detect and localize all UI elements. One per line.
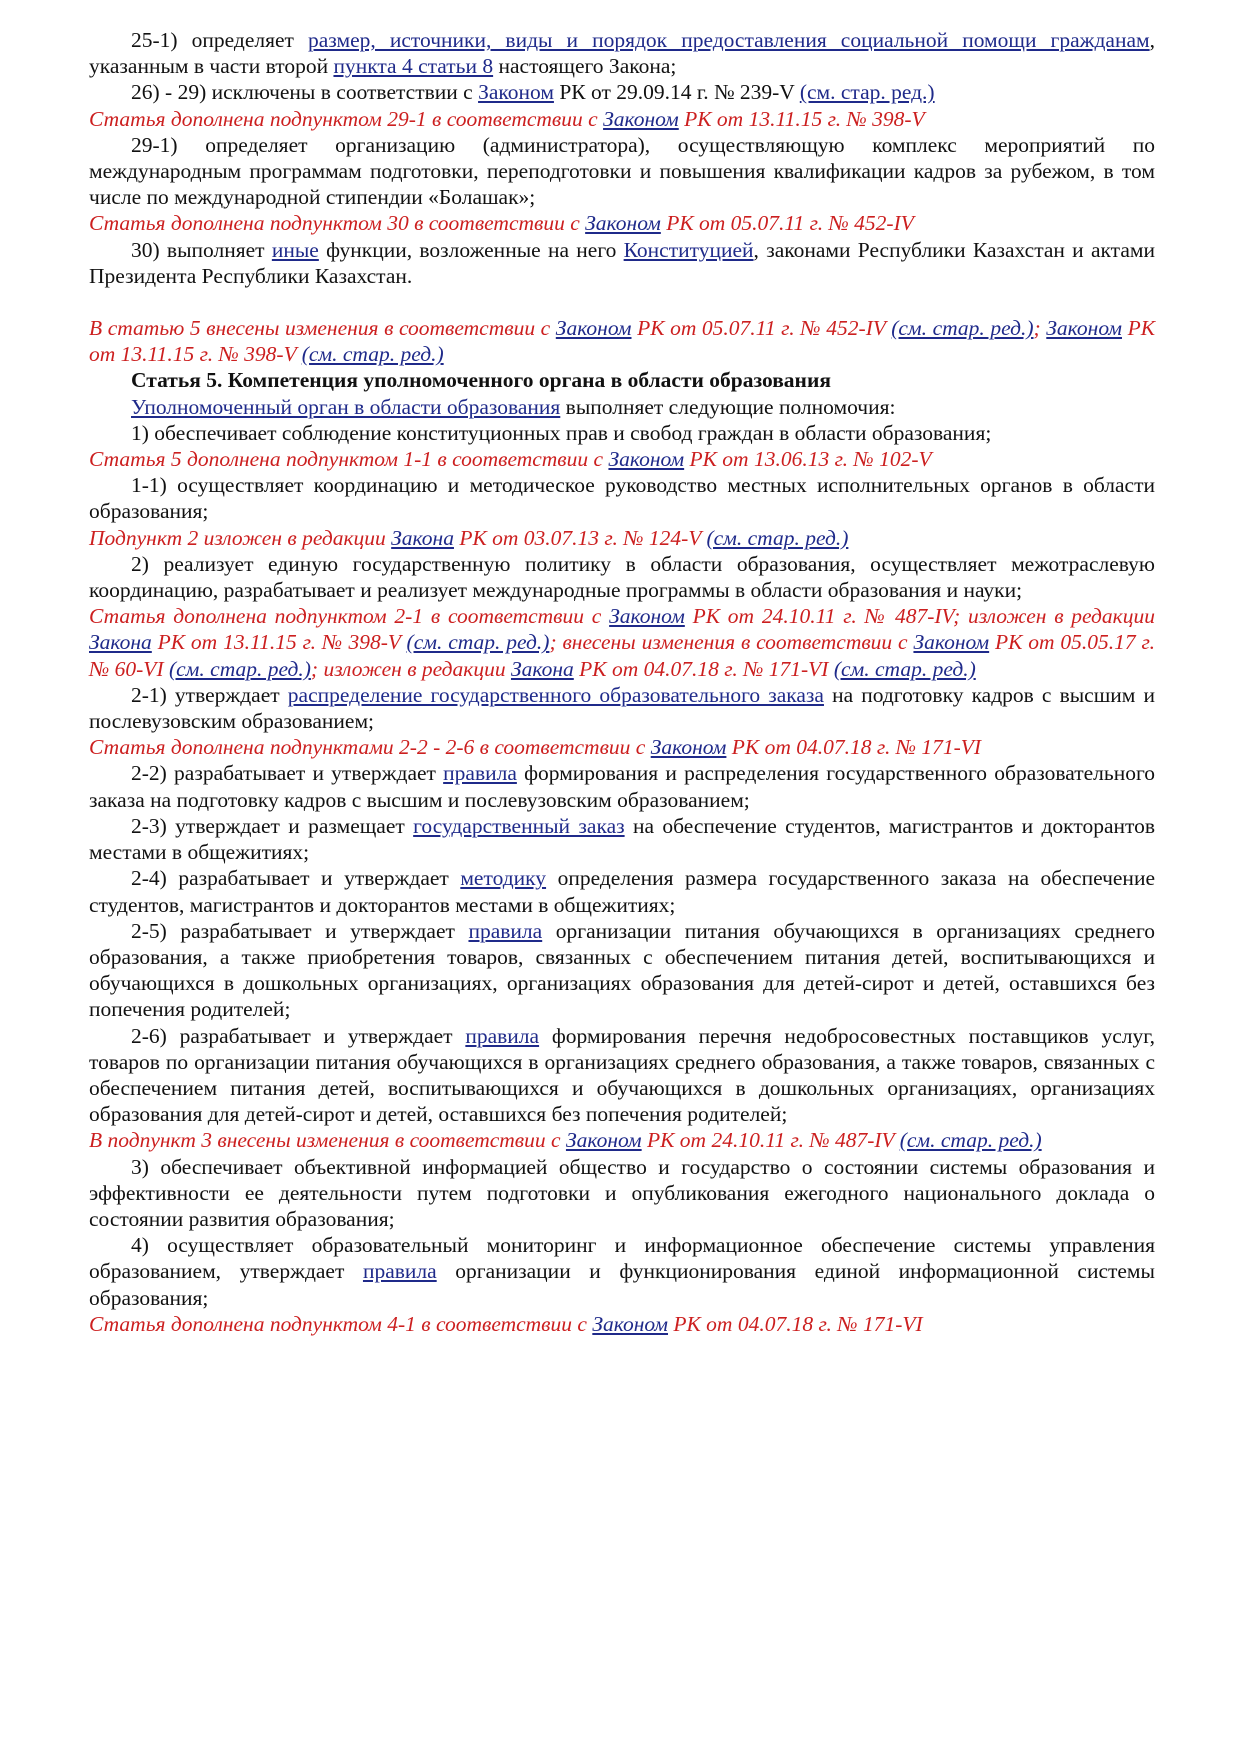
text-run: Статья дополнена подпунктом 2-1 в соответствии с	[89, 604, 610, 629]
paragraph	[89, 682, 1155, 734]
text-run: 4) осуществляет образовательный мониторинг и информационное обеспечение системы управления образованием, утверждает	[89, 1233, 1155, 1284]
reference-link[interactable]: Законом	[650, 735, 727, 760]
text-run: определения размера государственного заказа на обеспечение студентов, магистрантов и докторантов местами в общежитиях;	[89, 866, 1155, 917]
text-run: РК от 13.06.13 г. № 102-V	[684, 447, 932, 472]
amendment-note	[89, 446, 1155, 472]
reference-link[interactable]: (см. стар. ред.)	[706, 525, 849, 550]
text-run: , указанным в части второй	[89, 28, 1155, 79]
text-run: 3) обеспечивает объективной информацией общество и государство о состоянии системы образования и эффективности ее деятельности путем подготовки и опубликования ежегодного национального доклада о состоянии развития образования;	[89, 1154, 1155, 1231]
paragraph	[89, 551, 1155, 603]
reference-link[interactable]: Закона	[89, 630, 152, 655]
text-run: Статья 5 дополнена подпунктом 1-1 в соответствии с	[89, 447, 609, 472]
paragraph	[89, 132, 1155, 211]
text-run: РК от 04.07.18 г. № 171-VI	[668, 1311, 923, 1336]
reference-link[interactable]: Законом	[585, 211, 661, 236]
reference-link[interactable]: Закона	[510, 656, 574, 681]
text-run: 2) реализует единую государственную политику в области образования, осуществляет межотраслевую координацию, разрабатывает и реализует международные программы в области образования и науки;	[89, 551, 1155, 603]
text-run: 2-6) разрабатывает и утверждает	[131, 1023, 466, 1048]
reference-link[interactable]: государственный заказ	[413, 813, 625, 838]
text-run: формирования перечня недобросовестных поставщиков услуг, товаров по организации питания обучающихся в организациях среднего образования, а также товаров, связанных с обеспечением питания детей, воспитывающихся и обучающихся в дошкольных организациях, организациях образования для детей-сирот и детей, оставшихся без попечения родителей;	[89, 1023, 1155, 1127]
amendment-note	[89, 315, 1155, 367]
amendment-note	[89, 734, 1155, 760]
article-heading	[89, 367, 1155, 393]
reference-link[interactable]: Законом	[555, 316, 632, 341]
reference-link[interactable]: Законом	[913, 630, 990, 655]
paragraph-spacer	[89, 289, 1155, 315]
text-run: Статья дополнена подпунктом 4-1 в соответствии с	[89, 1311, 593, 1336]
reference-link[interactable]: Законом	[603, 106, 679, 131]
text-run: 2-4) разрабатывает и утверждает	[131, 866, 461, 891]
text-run: настоящего Закона;	[493, 54, 677, 79]
text-run: организации и функционирования единой информационной системы образования;	[89, 1259, 1155, 1310]
text-run: РК от 13.11.15 г. № 398-V	[89, 316, 1155, 367]
amendment-note	[89, 603, 1155, 682]
text-run: формирования и распределения государственного образовательного заказа на подготовку кадров с высшим и послевузовским образованием;	[89, 761, 1155, 812]
paragraph	[89, 865, 1155, 917]
text-run: , законами Республики Казахстан и актами Президента Республики Казахстан.	[89, 237, 1155, 288]
amendment-note	[89, 525, 1155, 551]
reference-link[interactable]: (см. стар. ред.)	[899, 1128, 1042, 1153]
text-run: 2-1) утверждает	[131, 682, 288, 707]
text-run: РК от 04.07.18 г. № 171-VI	[573, 656, 834, 681]
paragraph	[89, 1154, 1155, 1233]
reference-link[interactable]: Закона	[391, 525, 454, 550]
reference-link[interactable]: Законом	[608, 447, 685, 472]
reference-link[interactable]: правила	[465, 1023, 540, 1048]
text-run: 1-1) осуществляет координацию и методическое руководство местных исполнительных органов в области образования;	[89, 473, 1155, 524]
paragraph	[89, 420, 1155, 446]
text-run: Подпункт 2 изложен в редакции	[89, 525, 392, 550]
reference-link[interactable]: (см. стар. ред.)	[168, 656, 311, 681]
reference-link[interactable]: правила	[443, 761, 517, 786]
amendment-note	[89, 1127, 1155, 1153]
reference-link[interactable]: пункта 4 статьи 8	[333, 54, 494, 79]
reference-link[interactable]: Законом	[609, 604, 685, 629]
text-run: РК от 29.09.14 г. № 239-V	[553, 80, 800, 105]
text-run: РК от 03.07.13 г. № 124-V	[453, 525, 707, 550]
reference-link[interactable]: Законом	[592, 1311, 669, 1336]
text-run: 1) обеспечивает соблюдение конституционных прав и свобод граждан в области образования;	[131, 420, 992, 445]
reference-link[interactable]: Конституцией	[623, 237, 754, 262]
reference-link[interactable]: (см. стар. ред.)	[833, 656, 976, 681]
paragraph	[89, 472, 1155, 524]
reference-link[interactable]: распределение государственного образовательного заказа	[287, 682, 824, 707]
text-run: Статья дополнена подпунктом 29-1 в соответствии с	[89, 106, 604, 131]
text-run: организации питания обучающихся в организациях среднего образования, а также приобретения товаров, связанных с обеспечением питания детей, воспитывающихся и обучающихся в дошкольных организациях, организациях образования для детей-сирот и детей, оставшихся без попечения родителей;	[89, 918, 1155, 1022]
reference-link[interactable]: (см. стар. ред.)	[301, 342, 444, 367]
paragraph	[89, 813, 1155, 865]
reference-link[interactable]: правила	[362, 1259, 437, 1284]
text-run: РК от 13.11.15 г. № 398-V	[678, 106, 925, 131]
reference-link[interactable]: Законом	[1046, 316, 1122, 341]
reference-link[interactable]: (см. стар. ред.)	[799, 80, 935, 105]
document-page	[89, 27, 1155, 1337]
paragraph	[89, 760, 1155, 812]
text-run: В статью 5 внесены изменения в соответствии с	[89, 316, 556, 341]
text-run: на обеспечение студентов, магистрантов и докторантов местами в общежитиях;	[89, 813, 1156, 865]
text-run: ; внесены изменения в соответствии с	[549, 630, 914, 655]
text-run: РК от 24.10.11 г. № 487-IV	[641, 1128, 900, 1153]
amendment-note	[89, 106, 1155, 132]
reference-link[interactable]: (см. стар. ред.)	[891, 316, 1034, 341]
paragraph	[89, 79, 1155, 105]
text-run: 30) выполняет	[131, 237, 272, 262]
text-run: 25-1) определяет	[131, 28, 309, 52]
text-run: функции, возложенные на него	[318, 237, 624, 262]
paragraph	[89, 918, 1155, 1023]
text-run: РК от 13.11.15 г. № 398-V	[151, 630, 407, 655]
text-run: 2-3) утверждает и размещает	[131, 813, 414, 838]
amendment-note	[89, 1311, 1155, 1337]
reference-link[interactable]: Законом	[478, 80, 554, 105]
reference-link[interactable]: иные	[271, 237, 319, 262]
text-run: РК от 05.07.11 г. № 452-IV	[631, 316, 892, 341]
text-run: РК от 05.07.11 г. № 452-IV	[660, 211, 914, 236]
text-run: на подготовку кадров с высшим и послевузовским образованием;	[89, 682, 1155, 734]
paragraph	[89, 237, 1155, 289]
text-run: РК от 04.07.18 г. № 171-VI	[726, 735, 982, 760]
text-run: Статья дополнена подпунктом 30 в соответствии с	[89, 211, 586, 236]
text-run: выполняет следующие полномочия:	[560, 394, 896, 419]
text-run: 2-5) разрабатывает и утверждает	[131, 918, 469, 943]
text-run: ; изложен в редакции	[310, 656, 511, 681]
reference-link[interactable]: (см. стар. ред.)	[406, 630, 550, 655]
reference-link[interactable]: Уполномоченный орган в области образования	[131, 394, 561, 419]
text-run: Статья дополнена подпунктами 2-2 - 2-6 в соответствии с	[89, 735, 651, 760]
text-run: РК от 05.05.17 г. № 60-VI	[89, 630, 1155, 681]
reference-link[interactable]: правила	[468, 918, 543, 943]
paragraph	[89, 394, 1155, 420]
text-run: 26) - 29) исключены в соответствии с	[131, 80, 479, 105]
text-run: 29-1) определяет организацию (администратора), осуществляющую комплекс мероприятий по международным программам подготовки, переподготовки и повышения квалификации кадров за рубежом, в том числе по международной стипендии «Болашак»;	[89, 132, 1155, 210]
text-run: 2-2) разрабатывает и утверждает	[131, 761, 444, 786]
text-run: РК от 24.10.11 г. № 487-IV; изложен в редакции	[684, 604, 1155, 629]
paragraph	[89, 1023, 1155, 1128]
reference-link[interactable]: методику	[460, 866, 547, 891]
reference-link[interactable]: Законом	[565, 1128, 642, 1153]
reference-link[interactable]: размер, источники, виды и порядок предоставления социальной помощи гражданам	[308, 28, 1150, 52]
text-run: В подпункт 3 внесены изменения в соответствии с	[89, 1128, 566, 1153]
text-run: Статья 5. Компетенция уполномоченного органа в области образования	[131, 368, 831, 393]
paragraph	[89, 1232, 1155, 1311]
amendment-note	[89, 210, 1155, 236]
paragraph	[89, 27, 1155, 79]
text-run: ;	[1033, 316, 1047, 341]
